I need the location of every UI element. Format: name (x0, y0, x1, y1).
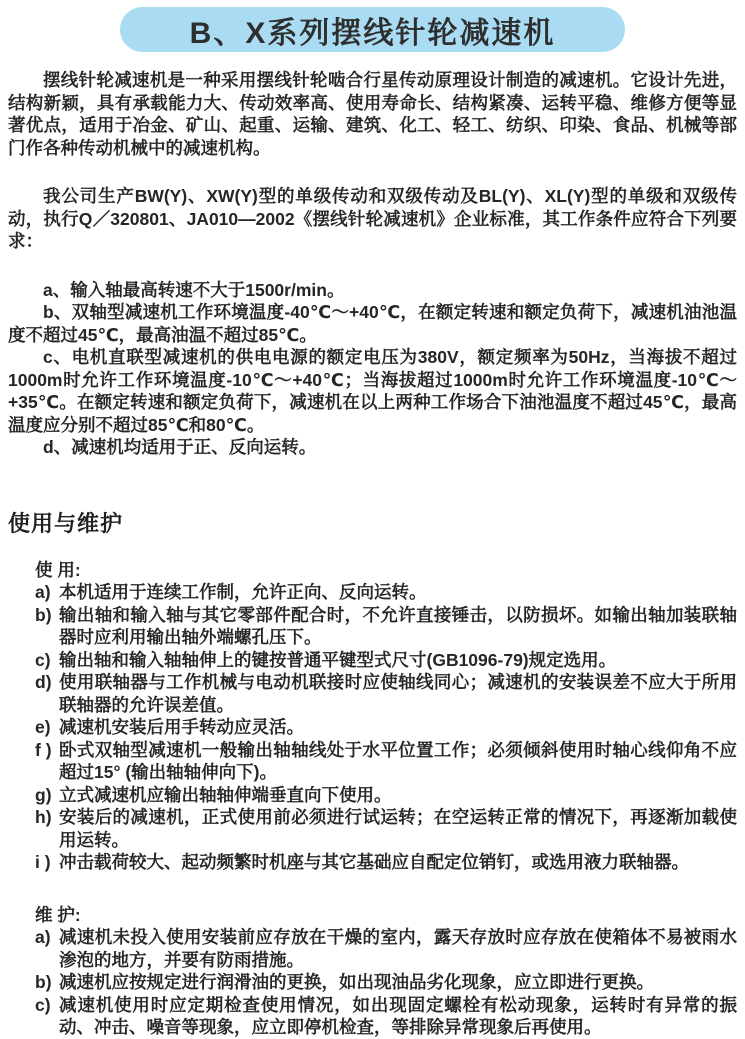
item-text: 本机适用于连续工作制，允许正向、反向运转。 (59, 582, 427, 602)
title-banner (120, 7, 625, 52)
usage-item-c (35, 649, 737, 672)
usage-list (35, 581, 737, 874)
usage-item-a (35, 581, 737, 604)
item-text: 冲击载荷较大、起动频繁时机座与其它基础应自配定位销钉，或选用液力联轴器。 (59, 852, 689, 872)
condition-item-b: b、双轴型减速机工作环境温度-40℃～+40℃，在额定转速和额定负荷下，减速机油池温度不超过45℃，最高油温不超过85℃。 (8, 302, 737, 345)
item-marker: c) (35, 994, 51, 1015)
usage-item-g (35, 784, 737, 807)
item-text: 减速机安装后用手转动应灵活。 (59, 717, 304, 737)
item-marker: a) (35, 582, 51, 602)
item-marker: f ) (35, 739, 52, 760)
item-marker: i ) (35, 852, 51, 872)
item-marker: c) (35, 649, 51, 670)
usage-label: 使 用: (35, 559, 81, 580)
item-marker: g) (35, 784, 52, 805)
item-marker: a) (35, 927, 51, 947)
working-conditions-list (8, 279, 737, 459)
item-text: 输出轴和输入轴轴伸上的键按普通平键型式尺寸(GB1096-79)规定选用。 (59, 649, 617, 670)
item-marker: b) (35, 972, 52, 992)
item-text: 安装后的减速机，正式使用前必须进行试运转；在空运转正常的情况下，再逐渐加载使用运转。 (59, 807, 737, 850)
usage-item-f (35, 739, 737, 784)
maintenance-list (35, 926, 737, 1039)
maintenance-label: 维 护: (35, 904, 81, 925)
maintenance-item-a (35, 926, 737, 971)
item-text: 减速机未投入使用安装前应存放在干燥的室内，露天存放时应存放在使箱体不易被雨水渗泡的地方，并要有防雨措施。 (59, 927, 737, 970)
item-text: 卧式双轴型减速机一般输出轴轴线处于水平位置工作；必须倾斜使用时轴心线仰角不应超过15° (输出轴轴伸向下)。 (59, 739, 737, 782)
section-heading-usage-maintenance: 使用与维护 (8, 510, 124, 536)
usage-item-b (35, 604, 737, 649)
intro-paragraph-1: 摆线针轮减速机是一种采用摆线针轮啮合行星传动原理设计制造的减速机。它设计先进，结构新颖，具有承载能力大、传动效率高、使用寿命长、结构紧凑、运转平稳、维修方便等显著优点，适用于冶金、矿山、起重、运输、建筑、化工、轻工、纺织、印染、食品、机械等部门作各种传动机械中的减速机构。 (8, 70, 737, 158)
intro-paragraph-2: 我公司生产BW(Y)、XW(Y)型的单级传动和双级传动及BL(Y)、XL(Y)型的单级和双级传动，执行Q／320801、JA010—2002《摆线针轮减速机》企业标准，其工作条件应符合下列要求： (8, 186, 737, 251)
item-marker: d) (35, 672, 52, 692)
item-marker: e) (35, 717, 51, 737)
item-marker: b) (35, 604, 52, 625)
item-text: 立式减速机应输出轴轴伸端垂直向下使用。 (59, 784, 392, 805)
item-text: 减速机使用时应定期检查使用情况，如出现固定螺栓有松动现象，运转时有异常的振动、冲击、噪音等现象，应立即停机检查，等排除异常现象后再使用。 (59, 994, 737, 1037)
maintenance-item-c (35, 994, 737, 1039)
usage-item-h (35, 806, 737, 851)
item-text: 输出轴和输入轴与其它零部件配合时，不允许直接锤击，以防损坏。如输出轴加装联轴器时应利用输出轴外端螺孔压下。 (59, 604, 737, 647)
condition-item-c: c、电机直联型减速机的供电电源的额定电压为380V，额定频率为50Hz，当海拔不超过1000m时允许工作环境温度-10℃～+40℃；当海拔超过1000m时允许工作环境温度-10℃～+35℃。在额定转速和额定负荷下，减速机在以上两种工作场合下油池温度不超过45℃，最高温度应分别不超过85℃和80℃。 (8, 347, 737, 435)
usage-item-i (35, 851, 737, 874)
condition-item-a: a、输入轴最高转速不大于1500r/min。 (43, 279, 345, 300)
item-text: 减速机应按规定进行润滑油的更换，如出现油品劣化现象，应立即进行更换。 (59, 972, 654, 992)
condition-item-d: d、减速机均适用于正、反向运转。 (43, 437, 317, 457)
page-title: B、X系列摆线针轮减速机 (189, 16, 556, 50)
maintenance-item-b (35, 971, 737, 994)
item-text: 使用联轴器与工作机械与电动机联接时应使轴线同心；减速机的安装误差不应大于所用联轴器的允许误差值。 (59, 672, 737, 715)
usage-item-d (35, 671, 737, 716)
item-marker: h) (35, 807, 52, 827)
usage-item-e (35, 716, 737, 739)
